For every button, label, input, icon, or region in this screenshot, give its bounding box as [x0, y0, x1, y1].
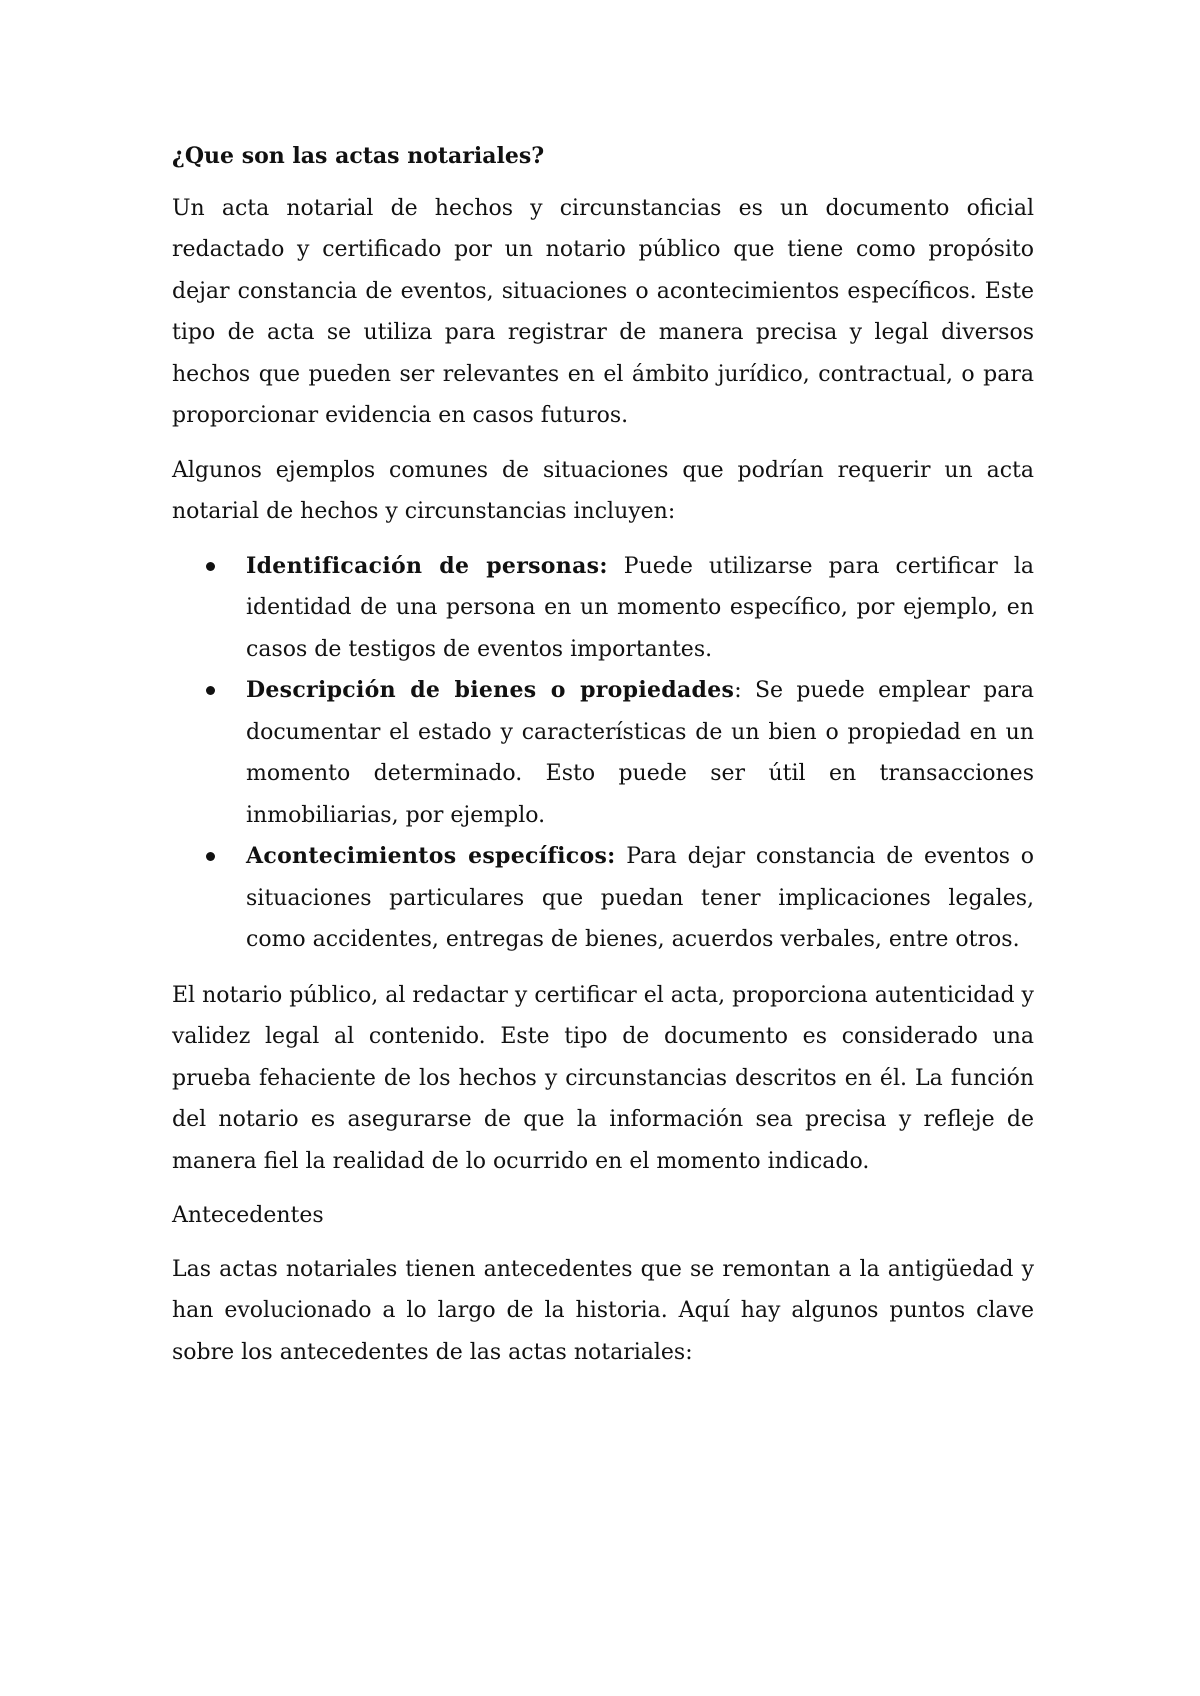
intro-paragraph: Un acta notarial de hechos y circunstancias es un documento oficial redactado y certificado por un notario público que tiene como propósito dejar constancia de eventos, situaciones o acontecimientos específicos. Este tipo de acta se utiliza para registrar de manera precisa y legal diversos hechos que pueden ser relevantes en el ámbito jurídico, contractual, o para proporcionar evidencia en casos futuros. — [172, 195, 1034, 428]
bullet-icon — [206, 686, 215, 695]
example-term: Acontecimientos específicos: — [246, 843, 616, 869]
example-term: Descripción de bienes o propiedades — [246, 677, 735, 703]
example-text: : Se puede emplear para documentar el estado y características de un bien o propiedad en un momento determinado. Esto puede ser útil en transacciones inmobiliarias, por ejemplo. — [246, 678, 1034, 828]
notary-paragraph: El notario público, al redactar y certificar el acta, proporciona autenticidad y validez legal al contenido. Este tipo de documento es considerado una prueba fehaciente de los hechos y circunstancias descritos en él. La función del notario es asegurarse de que la información sea precisa y refleje de manera fiel la realidad de lo ocurrido en el momento indicado. — [172, 982, 1034, 1174]
list-item — [172, 836, 1034, 961]
bullet-icon — [206, 852, 215, 861]
document-page — [172, 136, 1034, 1386]
document-title: ¿Que son las actas notariales? — [172, 143, 545, 169]
list-item — [172, 670, 1034, 836]
example-text: Puede utilizarse para certificar la identidad de una persona en un momento específico, por ejemplo, en casos de testigos de eventos importantes. — [246, 553, 1034, 662]
examples-list — [172, 546, 1034, 961]
bullet-icon — [206, 562, 215, 571]
list-item — [172, 546, 1034, 671]
example-text: Para dejar constancia de eventos o situaciones particulares que puedan tener implicaciones legales, como accidentes, entregas de bienes, acuerdos verbales, entre otros. — [246, 844, 1034, 952]
section-heading-antecedents: Antecedentes — [172, 1203, 324, 1228]
examples-intro-paragraph: Algunos ejemplos comunes de situaciones que podrían requerir un acta notarial de hechos y circunstancias incluyen: — [172, 457, 1034, 524]
example-term: Identificación de personas: — [246, 552, 608, 579]
antecedents-paragraph: Las actas notariales tienen antecedentes que se remontan a la antigüedad y han evolucionado a lo largo de la historia. Aquí hay algunos puntos clave sobre los antecedentes de las actas notariales: — [172, 1256, 1034, 1365]
